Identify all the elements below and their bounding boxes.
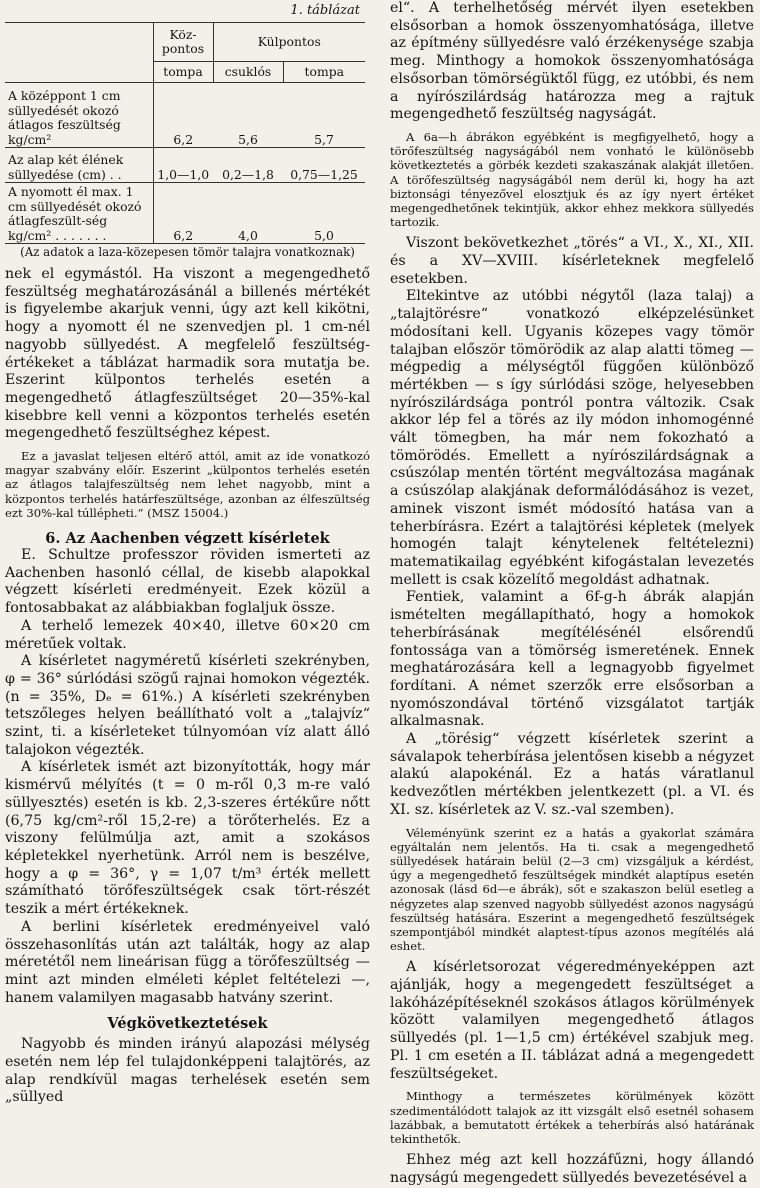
paragraph: el“. A terhelhetőség mérvét ilyen esetekben elsősorban a homok összenyomhatósága, illetve az építmény süllyedésre való érzékenysége szabja meg. Minthogy a homokok összenyomhatósága elsősorban tömörségüktől függ, ez utóbbi, és nem a nyírószilárdság határozza meg a rajtuk megengedhető feszültség nagyságát. xyxy=(390,0,754,123)
small-paragraph: Véleményünk szerint ez a hatás a gyakorlat számára egyáltalán nem jelentős. Ha ti. csak a megengedhető süllyedések határain belül (2—3 cm) vizsgáljuk a kérdést, úgy a megengedhető feszültségek mindkét alaptípus esetén azonosak (lásd 6d—e ábrák), sőt e szakaszon belül esetleg a négyzetes alap szenved nagyobb süllyedést azonos nagyságú feszültség hatására. Eszerint a megengedhető feszültségek szempontjából mindkét alaptest-típus azonos megítélés alá eshet. xyxy=(390,825,754,954)
paragraph: Viszont bekövetkezhet „törés“ a VI., X., XI., XII. és a XV—XVIII. kísérleteknek megfelelő esetekben. xyxy=(390,235,754,287)
paragraph: Ehhez még azt kell hozzáfűzni, hogy állandó nagyságú megengedett süllyedés bevezetésével a xyxy=(390,1152,754,1186)
table-header-tompa2: tompa xyxy=(283,62,365,83)
paragraph: E. Schultze professzor röviden ismerteti az Aachenben hasonló céllal, de kisebb alapokkal végzett kísérleti eredményeit. Ezek közül a fontosabbakat az alábbiakban foglaljuk össze. xyxy=(5,547,370,617)
table-header-tompa1: tompa xyxy=(153,62,213,83)
table-row xyxy=(5,183,365,244)
right-column xyxy=(390,0,754,1188)
table-cell: 6,2 xyxy=(153,183,213,244)
small-paragraph: Minthogy a természetes körülmények között szedimentálódott talajok az itt vizsgált első esetnél sohasem lazábbak, a bemutatott értékek a teherbírás alsó határának tekinthetők. xyxy=(390,1089,754,1146)
left-column xyxy=(5,0,370,1107)
table-cell: 5,7 xyxy=(314,131,334,147)
table-cell: 5,6 xyxy=(238,131,258,147)
table-header-kozpontos: Köz-pontos xyxy=(153,23,213,62)
table-cell: 0,75—1,25 xyxy=(290,166,358,182)
table-cell: 1,0—1,0 xyxy=(153,148,213,183)
small-paragraph: A 6a—h ábrákon egyébként is megfigyelhető, hogy a törőfeszültség nagyságából nem vonható le különösebb következtetés a görbék kezdeti szakaszának alakját illetően. A törőfeszültség nagyságából nem derül ki, hogy ha azt biztonsági tényezővel elosztjuk és az így nyert értéket megengedhetőnek tekintjük, akkor ehhez mekkora süllyedés tartozik. xyxy=(390,129,754,230)
section-heading: Végkövetkeztetések xyxy=(107,1015,268,1033)
paragraph: A kísérletek ismét azt bizonyították, hogy már kismérvű mélyítés (t = 0 m-ről 0,3 m-re való süllyesztés) esetén is kb. 2,3-szeres értékűre nőtt (6,75 kg/cm²-ről 15,2-re) a törőterhelés. Ez a viszony felülmúlja azt, amit a szokásos képletekkel nyerhetünk. Arról nem is beszélve, hogy a φ = 36°, γ = 1,07 t/m³ érték mellett számítható törőfeszültségek csak tört-részét teszik a mért értékeknek. xyxy=(5,759,370,918)
paragraph: A „törésig“ végzett kísérletek szerint a sávalapok teherbírása jelentősen kisebb a négyzet alakú alapokénál. Ez a hatás váratlanul kedvezőtlen mértékben jelentkezett (pl. a VI. és XI. sz. kísérletek az V. sz.-val szemben). xyxy=(390,731,754,818)
paragraph: A kísérletet nagyméretű kísérleti szekrényben, φ = 36° súrlódási szögű rajnai homokon végezték. (n = 35%, Dₑ = 61%.) A kísérleti szekrényben tetszőleges helyen beállítható volt a „talajvíz“ szint, ti. a kísérleteket túlnyomóan víz alatt álló talajokon végezték. xyxy=(5,653,370,758)
paragraph: Fentiek, valamint a 6f-g-h ábrák alapján ismételten megállapítható, hogy a homokok teherbírásának megítélésénél elsőrendű fontossága van a tömörség ismeretének. Ennek meghatározására kell a legnagyobb figyelmet fordítani. A német szerzők erre elsősorban a nyomószondával történő vizsgálatot tartják alkalmasnak. xyxy=(390,589,754,730)
table-caption: 1. táblázat xyxy=(290,3,360,18)
paragraph: A kísérletsorozat végeredményeképpen azt ajánlják, hogy a megengedett feszültséget a lakóházépítéseknél szokásos átlagos körülmények között valamilyen megengedhető átlagos süllyedés (pl. 1—1,5 cm) értékével szabjuk meg. Pl. 1 cm esetén a II. táblázat adná a megengedett feszültségeket. xyxy=(390,959,754,1082)
paragraph: A berlini kísérletek eredményeivel való összehasonlítás után azt találták, hogy az alap méretétől nem lineárisan függ a törőfeszültség — mint azt minden elméleti képlet feltételezi —, hanem valamilyen magasabb hatvány szerint. xyxy=(5,918,370,1006)
table-row-label: Az alap két élének süllyedése (cm) . . xyxy=(8,152,124,182)
table-cell: 4,0 xyxy=(238,227,258,243)
small-paragraph: Ez a javaslat teljesen eltérő attól, amit az ide vonatkozó magyar szabvány előír. Eszerint „külpontos terhelés esetén az átlagos talajfeszültség nem lehet nagyobb, mint a központos terhelés határfeszültsége, azonban az élfeszültség ezt 30%-kal túllépheti.“ (MSZ 15004.) xyxy=(5,449,370,520)
table-cell: 5,0 xyxy=(314,227,334,243)
table-cell: 6,2 xyxy=(153,83,213,148)
table-corner xyxy=(5,23,153,83)
table-note: (Az adatok a laza-közepesen tömör talajra vonatkoznak) xyxy=(20,245,355,259)
table-row-label: A középpont 1 cm süllyedését okozó átlagos feszültség kg/cm² xyxy=(8,88,121,147)
table-row xyxy=(5,148,365,183)
paragraph: Eltekintve az utóbbi négytől (laza talaj) a „talajtörésre“ vonatkozó elképzelésünket módosítani kell. Ugyanis közepes vagy tömör talajban először tömörödik az alap alatti tömeg — mégpedig a mélységtől függően különböző mértékben — s így súrlódási szöge, helyesebben nyírószilárdsága pontról pontra változik. Csak akkor lép fel a törés az ily módon inhomogénné vált tömegben, ha már nem fokozható a tömörödés. Emellett a nyírószilárdságnak a csúszólap mentén történt megváltozása magának a csúszólap alakjának deformálódásához is vezet, aminek viszont ismét módosító hatása van a teherbírásra. Ezért a talajtörési képletek (melyek homogén talajt kénytelenek feltételezni) matematikailag egyébként kifogástalan levezetés mellett is csak közelítő megoldást adhatnak. xyxy=(390,288,754,588)
section-heading: 6. Az Aachenben végzett kísérletek xyxy=(45,530,330,548)
table-row xyxy=(5,83,365,148)
paragraph: A terhelő lemezek 40×40, illetve 60×20 cm méretűek voltak. xyxy=(5,617,370,652)
table-cell: 0,2—1,8 xyxy=(222,166,274,182)
paragraph: Nagyobb és minden irányú alapozási mélység esetén nem lép fel tulajdonképpeni talajtörés, az alap rendkívül magas terhelések esetén sem „süllyed xyxy=(5,1036,370,1106)
table-1 xyxy=(5,22,365,244)
paragraph: nek el egymástól. Ha viszont a megengedhető feszültség meghatározásánál a billenés mértékét is figyelembe akarjuk venni, úgy azt kell kikötni, hogy a nyomott él ne szenvedjen pl. 1 cm-nél nagyobb süllyedést. A megfelelő feszültség-értékeket a táblázat harmadik sora mutatja be. Eszerint külpontos terhelés esetén a megengedhető átlagfeszültséget 20—35%-kal kisebbre kell venni a központos terhelés esetén megengedhető feszültséghez képest. xyxy=(5,266,370,442)
table-header-kulpontos: Külpontos xyxy=(213,23,365,62)
table-row-label: A nyomott él max. 1 cm süllyedését okozó átlagfeszült-ség kg/cm² . . . . . . . xyxy=(8,184,142,243)
table-header-csuklos: csuklós xyxy=(213,62,283,83)
